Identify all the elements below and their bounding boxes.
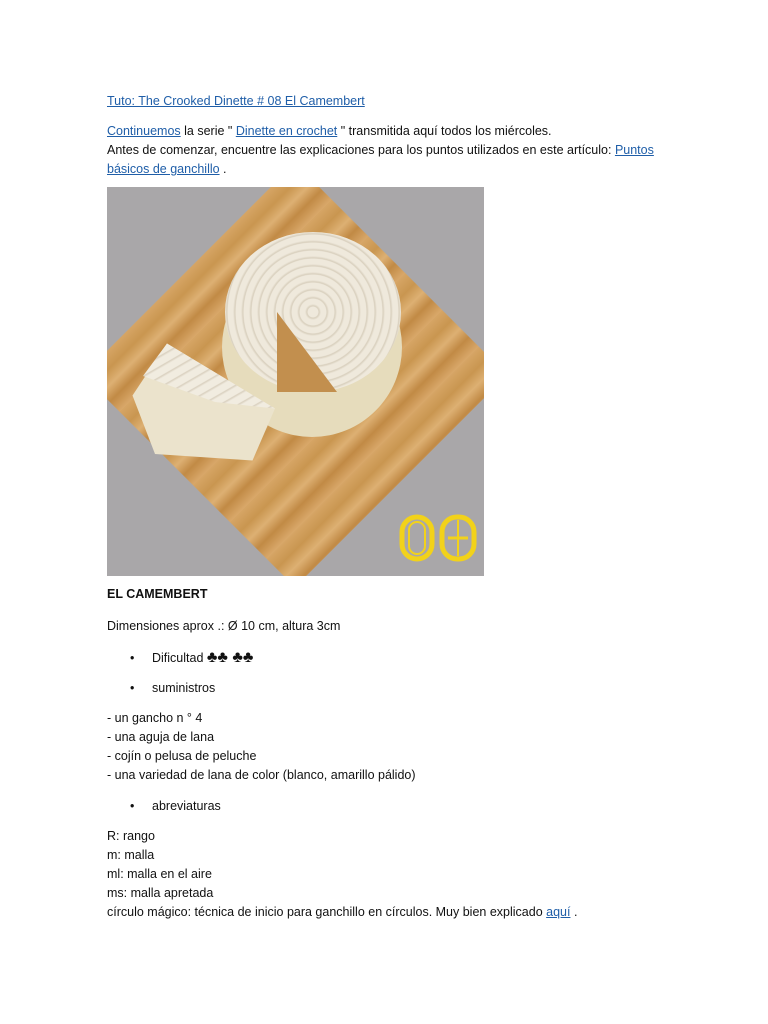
camembert-photo — [107, 187, 484, 576]
puntos-link[interactable]: Puntos básicos de ganchillo — [107, 143, 654, 176]
magic-circle-text: círculo mágico: técnica de inicio para ganchillo en círculos. Muy bien explicado — [107, 905, 547, 919]
supply-line: - un gancho n ° 4 — [107, 711, 203, 725]
difficulty-item — [107, 649, 667, 667]
cheese-wheel-cut — [277, 312, 337, 392]
difficulty-list — [107, 649, 667, 667]
article-title-link[interactable] — [107, 92, 667, 110]
supplies-item: • suministros — [107, 679, 667, 697]
title-link[interactable]: Tuto: The Crooked Dinette # 08 El Camembert — [107, 94, 365, 108]
supplies-list — [107, 679, 667, 697]
abbreviations-list — [107, 797, 667, 815]
abbr-line: ms: malla apretada — [107, 886, 214, 900]
number-08-logo — [399, 514, 477, 562]
dinette-link[interactable]: Dinette en crochet — [235, 124, 338, 138]
club-icons: ♣♣ ♣♣ — [206, 649, 254, 666]
abbreviations-item: • abreviaturas — [107, 797, 667, 815]
continuemos-link[interactable]: Continuemos — [107, 124, 181, 138]
abbreviation-lines — [107, 827, 667, 922]
supply-line: - una variedad de lana de color (blanco, amarillo pálido) — [107, 768, 416, 782]
document-page — [107, 92, 667, 919]
aqui-link[interactable]: aquí — [546, 905, 571, 919]
supply-line: - una aguja de lana — [107, 730, 215, 744]
difficulty-label: Dificultad — [152, 651, 204, 665]
intro-text-1: la serie " — [180, 124, 236, 138]
intro-paragraph — [107, 122, 667, 179]
intro-text-4: . — [219, 162, 227, 176]
abbr-line: R: rango — [107, 829, 155, 843]
magic-circle-end: . — [570, 905, 578, 919]
abbr-line: m: malla — [107, 848, 155, 862]
intro-text-2: " transmitida aquí todos los miércoles. — [337, 124, 552, 138]
section-heading: EL CAMEMBERT — [107, 587, 208, 601]
intro-text-3: Antes de comenzar, encuentre las explicaciones para los puntos utilizados en este artículo: — [107, 143, 615, 157]
supplies-lines — [107, 709, 667, 785]
magic-circle-line — [107, 903, 667, 922]
dimensions-text: Dimensiones aprox .: Ø 10 cm, altura 3cm — [107, 619, 341, 633]
supply-line: - cojín o pelusa de peluche — [107, 749, 257, 763]
abbr-line: ml: malla en el aire — [107, 867, 212, 881]
